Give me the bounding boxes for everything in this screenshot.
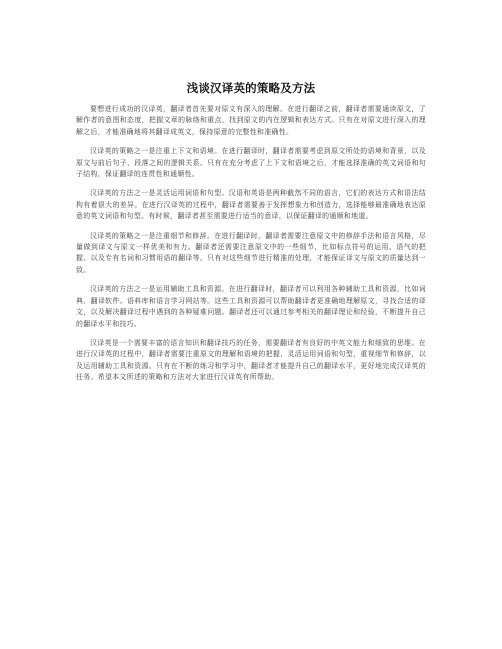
paragraph-1: 要想进行成功的汉译英，翻译者首先要对原文有深入的理解。在进行翻译之前，翻译者需要通读原文，了解作者的意图和态度，把握文章的脉络和重点，找到原文的内在逻辑和表达方式。只有在对原文进行深入的理解之后，才能准确地将其翻译成英文，保持原意的完整性和准确性。 <box>76 105 426 136</box>
paragraph-6: 汉译英是一个需要丰富的语言知识和翻译技巧的任务，需要翻译者有良好的中英文能力和细致的思维。在进行汉译英的过程中，翻译者需要注重原文的理解和语境的把握，灵活运用词语和句型，重视细节和修辞，以及运用辅助工具和资源。只有在不断的练习和学习中，翻译者才能提升自己的翻译水平，更好地完成汉译英的任务。希望本文所述的策略和方法对大家进行汉译英有所帮助。 <box>76 338 426 382</box>
paragraph-5: 汉译英的方法之一是运用辅助工具和资源。在进行翻译时，翻译者可以利用各种辅助工具和资源，比如词典、翻译软件、语料库和语言学习网站等。这些工具和资源可以帮助翻译者更准确地理解原文，寻找合适的译文，以及解决翻译过程中遇到的各种疑难问题。翻译者还可以通过参考相关的翻译理论和经验，不断提升自己的翻译水平和技巧。 <box>76 285 426 328</box>
paragraph-2: 汉译英的策略之一是注重上下文和语境。在进行翻译时，翻译者需要考虑到原文所处的语境和背景，以及原文与前后句子、段落之间的逻辑关系。只有在充分考虑了上下文和语境之后，才能选择准确的英文词语和句子结构，保证翻译的连贯性和通顺性。 <box>76 147 426 179</box>
document-title: 浅谈汉译英的策略及方法 <box>186 81 316 95</box>
paragraph-3: 汉译英的方法之一是灵活运用词语和句型。汉语和英语是两种截然不同的语言，它们的表达方式和语法结构有着很大的差异。在进行汉译英的过程中，翻译者需要善于发挥想象力和创造力，选择能够最准确地表达原意的英文词语和句型。有时候，翻译者甚至需要进行适当的意译，以保证翻译的通顺和地道。 <box>76 189 426 221</box>
document-body <box>76 104 426 392</box>
paragraph-4: 汉译英的策略之一是注重细节和修辞。在进行翻译时，翻译者需要注意原文中的修辞手法和语言风格，尽量做到译文与原文一样优美和有力。翻译者还需要注意原文中的一些细节，比如标点符号的运用、语气的把握、以及专有名词和习惯用语的翻译等。只有对这些细节进行精准的处理，才能保证译文与原文的质量达到一致。 <box>76 231 426 274</box>
